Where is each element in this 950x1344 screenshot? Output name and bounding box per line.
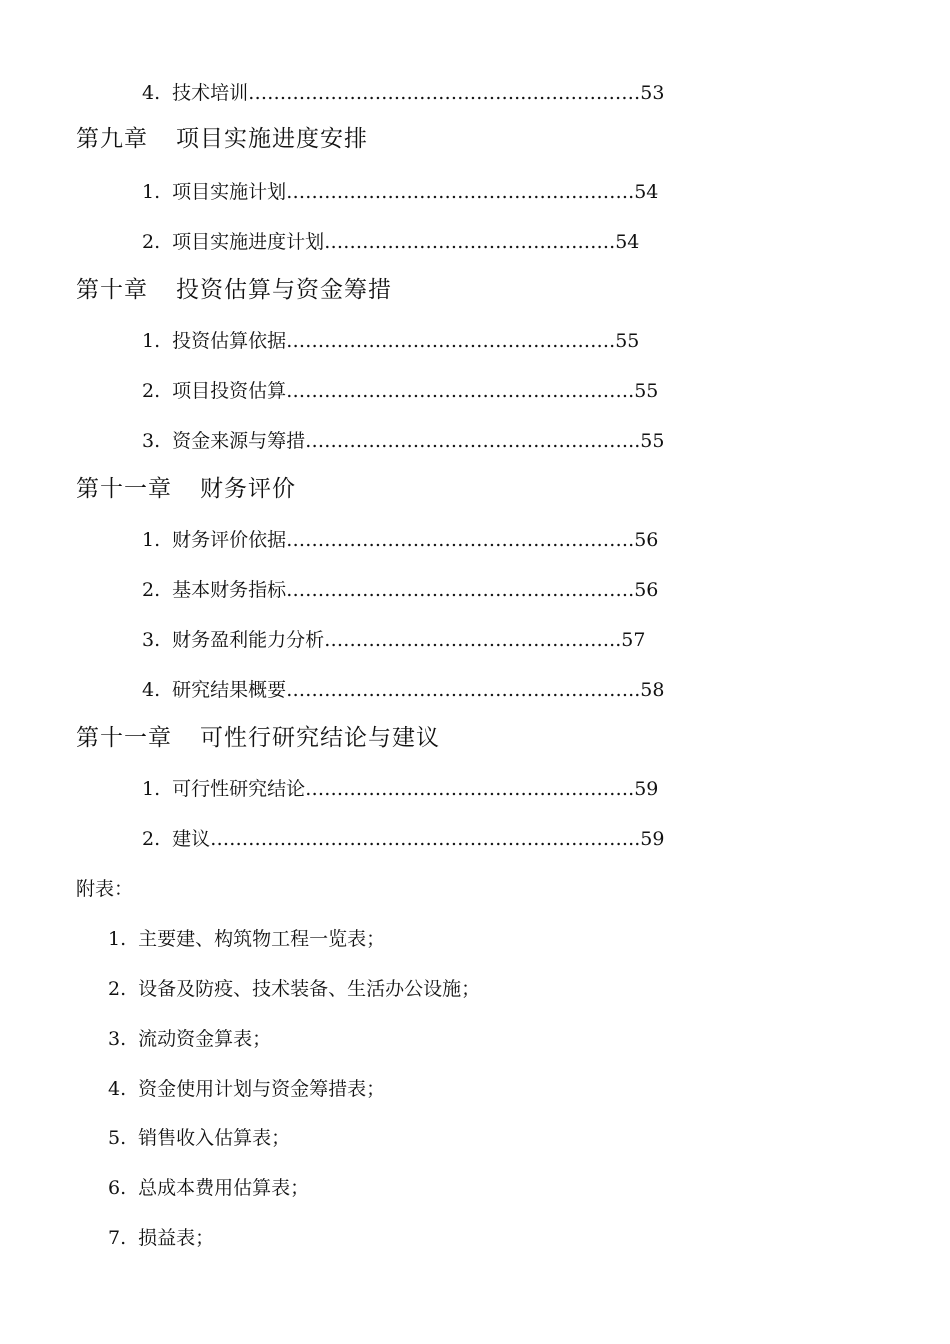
chapter-title: 财务评价: [200, 476, 296, 502]
entry-title: 技术培训: [172, 82, 249, 104]
dot-leader: …………………………………………………………..: [210, 828, 641, 850]
entry-page-number: 57: [621, 629, 646, 651]
entry-page-number: 54: [634, 181, 659, 203]
item-number: 5.: [108, 1127, 127, 1149]
dot-leader: ……………………………………….: [324, 231, 616, 253]
appendix-item: [108, 1229, 214, 1248]
entry-page-number: 58: [640, 679, 665, 701]
chapter-title: 投资估算与资金筹措: [176, 277, 392, 303]
entry-title: 可行性研究结论: [172, 778, 306, 800]
entry-number: 2.: [142, 828, 161, 850]
entry-title: 项目实施进度计划: [172, 231, 325, 253]
dot-leader: ……………………………………………….: [286, 181, 635, 203]
entry-page-number: 59: [640, 828, 665, 850]
entry-number: 2.: [142, 579, 161, 601]
entry-number: 1.: [142, 330, 161, 352]
entry-number: 2.: [142, 380, 161, 402]
toc-entry[interactable]: [142, 830, 664, 849]
toc-entry[interactable]: [142, 382, 658, 401]
entry-number: 1.: [142, 181, 161, 203]
entry-number: 1.: [142, 778, 161, 800]
toc-entry[interactable]: [142, 531, 658, 550]
toc-entry[interactable]: [142, 432, 664, 451]
dot-leader: ……………………………………………….: [286, 579, 635, 601]
entry-title: 财务评价依据: [172, 529, 287, 551]
entry-title: 财务盈利能力分析: [172, 629, 325, 651]
item-text: 资金使用计划与资金筹措表；: [138, 1078, 386, 1100]
entry-title: 基本财务指标: [172, 579, 287, 601]
dot-leader: …………………………………………….: [305, 778, 635, 800]
item-text: 主要建、构筑物工程一览表；: [138, 928, 386, 950]
dot-leader: ……………………………………………..: [305, 430, 641, 452]
entry-number: 3.: [142, 430, 161, 452]
entry-title: 资金来源与筹措: [172, 430, 306, 452]
item-number: 4.: [108, 1078, 127, 1100]
entry-number: 1.: [142, 529, 161, 551]
entry-number: 3.: [142, 629, 161, 651]
entry-page-number: 55: [640, 430, 665, 452]
toc-entry[interactable]: [142, 233, 639, 252]
entry-page-number: 56: [634, 579, 659, 601]
appendix-item: [108, 1080, 385, 1099]
toc-entry[interactable]: [142, 780, 658, 799]
item-number: 1.: [108, 928, 127, 950]
entry-page-number: 54: [615, 231, 640, 253]
chapter-number: 第十章: [76, 277, 148, 303]
entry-title: 项目投资估算: [172, 380, 287, 402]
toc-entry[interactable]: [142, 332, 639, 351]
chapter-heading[interactable]: [76, 727, 440, 750]
dot-leader: …………………………………………….: [286, 330, 616, 352]
entry-title: 投资估算依据: [172, 330, 287, 352]
chapter-title: 项目实施进度安排: [176, 126, 368, 152]
entry-page-number: 55: [634, 380, 659, 402]
item-number: 7.: [108, 1227, 127, 1249]
dot-leader: ……………………………………..………………: [248, 82, 641, 104]
appendix-item: [108, 1179, 309, 1198]
item-text: 销售收入估算表；: [138, 1127, 291, 1149]
entry-number: 4.: [142, 82, 161, 104]
chapter-number: 第九章: [76, 126, 148, 152]
entry-number: 2.: [142, 231, 161, 253]
entry-title: 建议: [172, 828, 211, 850]
toc-entry[interactable]: [142, 581, 658, 600]
chapter-heading[interactable]: [76, 128, 368, 151]
item-text: 损益表；: [138, 1227, 215, 1249]
item-number: 6.: [108, 1177, 127, 1199]
chapter-heading[interactable]: [76, 478, 296, 501]
item-number: 3.: [108, 1028, 127, 1050]
toc-entry[interactable]: [142, 681, 664, 700]
item-text: 流动资金算表；: [138, 1028, 272, 1050]
entry-page-number: 56: [634, 529, 659, 551]
entry-page-number: 59: [634, 778, 659, 800]
toc-entry[interactable]: [142, 84, 664, 103]
toc-entry[interactable]: [142, 631, 645, 650]
entry-page-number: 53: [640, 82, 665, 104]
dot-leader: ……………………………………………….: [286, 380, 635, 402]
dot-leader: ………………………………………..: [324, 629, 622, 651]
item-number: 2.: [108, 978, 127, 1000]
chapter-number: 第十一章: [76, 476, 172, 502]
dot-leader: ……………………………………………….: [286, 529, 635, 551]
entry-title: 研究结果概要: [172, 679, 287, 701]
appendix-title: 附表：: [76, 878, 134, 900]
item-text: 总成本费用估算表；: [138, 1177, 310, 1199]
entry-title: 项目实施计划: [172, 181, 287, 203]
appendix-item: [108, 980, 480, 999]
entry-page-number: 55: [615, 330, 640, 352]
item-text: 设备及防疫、技术装备、生活办公设施；: [138, 978, 481, 1000]
appendix-item: [108, 1129, 290, 1148]
toc-entry[interactable]: [142, 183, 658, 202]
chapter-number: 第十一章: [76, 725, 172, 751]
dot-leader: ………………………………………………..: [286, 679, 641, 701]
chapter-heading[interactable]: [76, 279, 392, 302]
entry-number: 4.: [142, 679, 161, 701]
chapter-title: 可性行研究结论与建议: [200, 725, 440, 751]
appendix-item: [108, 930, 385, 949]
appendix-item: [108, 1030, 271, 1049]
